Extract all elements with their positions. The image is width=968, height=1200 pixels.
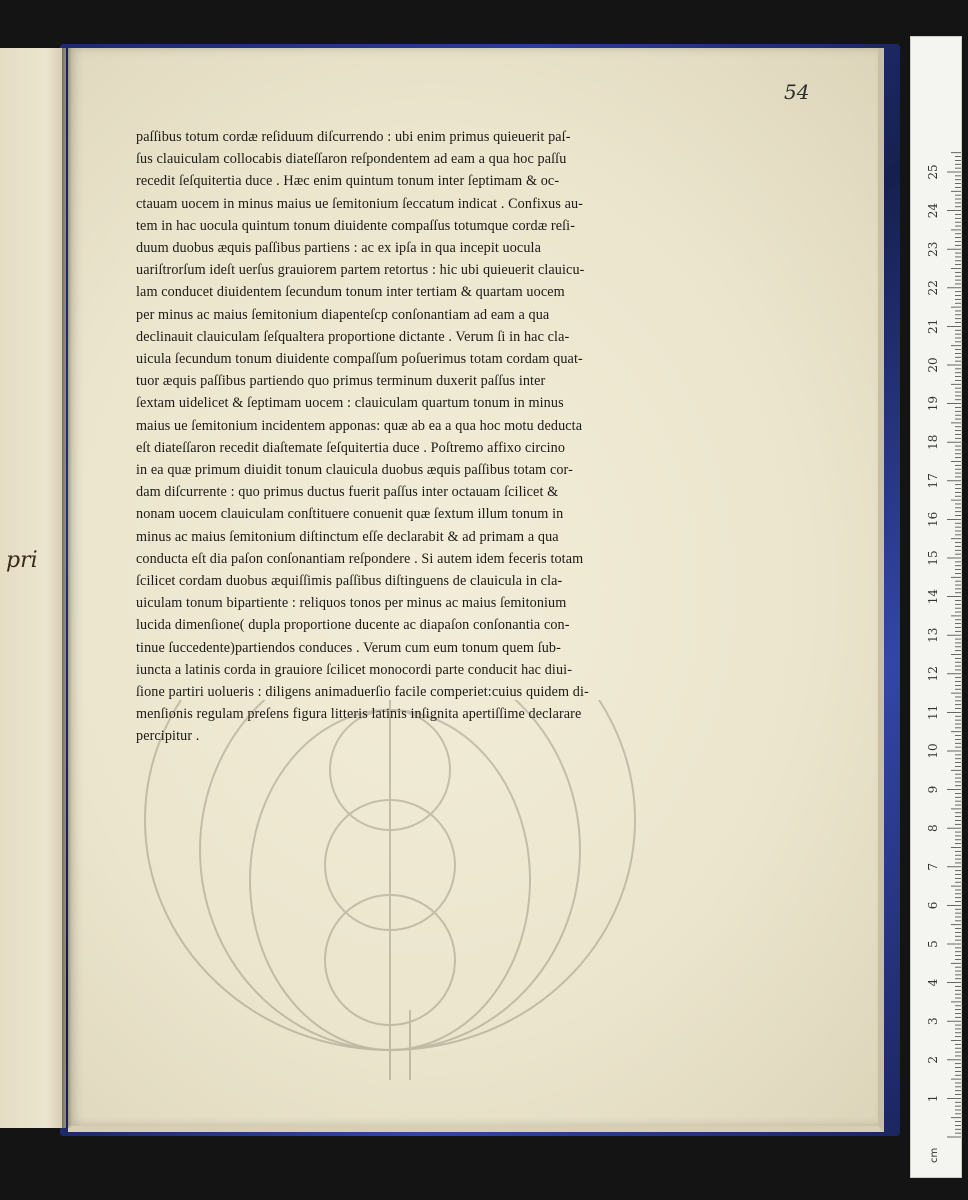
text-line: tinue ſuccedente)partiendos conduces . Verum cum eum tonum quem ſub- bbox=[136, 639, 561, 656]
text-line: ſcilicet cordam duobus æquiſſimis paſſibus diſtinguens de clauicula in cla- bbox=[136, 573, 563, 590]
ruler-label: 12 bbox=[926, 666, 940, 682]
ruler-unit: cm bbox=[929, 1147, 940, 1163]
text-line: tuor æquis paſſibus partiendo quo primus terminum duxerit paſſus inter bbox=[136, 373, 546, 390]
ruler-label: 8 bbox=[926, 824, 940, 833]
text-line: minus ac maius ſemitonium diſtinctum eſſe declarabit & ad primam a qua bbox=[136, 528, 559, 545]
text-line: iuncta a latinis corda in grauiore ſcilicet monocordi parte conducit hac diui- bbox=[136, 661, 573, 678]
ruler-label: 19 bbox=[926, 395, 940, 412]
ruler-label: 25 bbox=[926, 164, 940, 180]
text-line: lam conducet diuidentem ſecundum tonum inter tertiam & quartam uocem bbox=[136, 284, 565, 301]
text-line: maius ue ſemitonium incidentem apponas: quæ ab ea a qua hoc motu deducta bbox=[136, 417, 583, 434]
text-line: lucida dimenſione( dupla proportione ducente ac diapaſon conſonantia con- bbox=[136, 617, 570, 634]
text-line: uicula ſecundum tonum diuidente compaſſum poſuerimus totam cordam quat- bbox=[136, 351, 583, 368]
body-text bbox=[136, 126, 710, 748]
ruler-label: 5 bbox=[926, 940, 940, 948]
ruler-label: 2 bbox=[926, 1055, 941, 1064]
text-line: menſionis regulam preſens figura litteris latinis inſignita apertiſſime declarare bbox=[136, 706, 582, 723]
ruler-label: 1 bbox=[926, 1094, 940, 1103]
margin-note: pri bbox=[6, 548, 38, 573]
ruler-label: 7 bbox=[926, 862, 940, 871]
ruler-label: 24 bbox=[926, 202, 940, 219]
ruler-label: 18 bbox=[926, 434, 940, 450]
ruler-label: 21 bbox=[926, 318, 940, 335]
text-line: uiculam tonum bipartiente : reliquos tonos per minus ac maius ſemitonium bbox=[136, 595, 567, 612]
show-through-diagram bbox=[140, 700, 650, 1100]
text-line: ſus clauiculam collocabis diateſſaron reſpondentem ad eam a qua hoc paſſu bbox=[136, 151, 567, 168]
text-line: declinauit clauiculam ſeſqualtera proportione dictante . Verum ſi in hac cla- bbox=[136, 328, 570, 345]
measuring-ruler bbox=[910, 36, 962, 1178]
text-line: tem in hac uocula quintum tonum diuidente compaſſus totumque cordæ reſi- bbox=[136, 217, 576, 234]
text-line: ſione partiri uolueris : diligens animaduerſio facile comperiet:cuius quidem di- bbox=[136, 684, 589, 701]
page-number: 54 bbox=[784, 80, 810, 104]
text-line: in ea quæ primum diuidit tonum clauicula duobus æquis paſſibus totam cor- bbox=[136, 462, 573, 479]
ruler-label: 14 bbox=[926, 588, 940, 605]
ruler-label: 6 bbox=[926, 901, 940, 910]
ruler-label: 4 bbox=[926, 978, 940, 987]
ruler-label: 22 bbox=[926, 280, 940, 296]
ruler-label: 9 bbox=[926, 785, 940, 794]
ruler-label: 23 bbox=[926, 241, 940, 257]
text-line: ctauam uocem in minus maius ue ſemitonium ſeccatum indicat . Confixus au- bbox=[136, 195, 584, 212]
ruler-scale bbox=[911, 37, 961, 1177]
text-line: duum duobus æquis paſſibus partiens : ac ex ipſa in qua incepit uocula bbox=[136, 240, 541, 257]
ruler-label: 16 bbox=[926, 511, 940, 528]
text-line: percipitur . bbox=[136, 728, 200, 745]
text-line: nonam uocem clauiculam conſtituere conuenit quæ ſextum illum tonum in bbox=[136, 506, 564, 523]
ruler-label: 17 bbox=[926, 473, 940, 489]
left-page bbox=[0, 48, 66, 1128]
ruler-label: 10 bbox=[926, 743, 940, 759]
text-line: uariſtrorſum ideſt uerſus grauiorem partem retortus : hic ubi quieuerit clauicu- bbox=[136, 262, 585, 279]
ruler-label: 20 bbox=[926, 357, 940, 373]
text-line: eſt diateſſaron recedit diaſtemate ſeſquitertia duce . Poſtremo affixo circino bbox=[136, 439, 566, 456]
text-line: conducta eſt dia paſon conſonantiam reſpondere . Si autem idem feceris totam bbox=[136, 550, 584, 567]
ruler-label: 15 bbox=[926, 550, 940, 566]
text-line: per minus ac maius ſemitonium diapenteſcp conſonantiam ad eam a qua bbox=[136, 306, 550, 323]
text-line: ſextam uidelicet & ſeptimam uocem : clauiculam quartum tonum in minus bbox=[136, 395, 564, 412]
spine-shadow bbox=[62, 48, 72, 1128]
ruler-label: 13 bbox=[926, 627, 940, 643]
ruler-label: 11 bbox=[926, 704, 940, 721]
text-line: dam diſcurrente : quo primus ductus fuerit paſſus inter octauam ſcilicet & bbox=[136, 484, 559, 501]
text-line: paſſibus totum cordæ reſiduum diſcurrendo : ubi enim primus quieuerit paſ- bbox=[136, 129, 571, 145]
ruler-label: 3 bbox=[926, 1017, 940, 1026]
text-line: recedit ſeſquitertia duce . Hæc enim quintum tonum inter ſeptimam & oc- bbox=[136, 173, 560, 190]
